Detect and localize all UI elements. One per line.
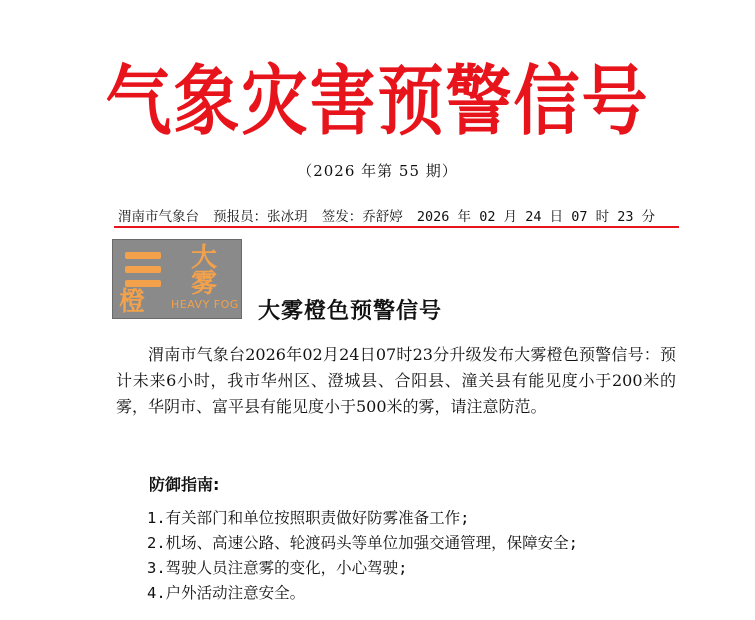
- list-item: 2.机场、高速公路、轮渡码头等单位加强交通管理，保障安全;: [147, 534, 578, 552]
- banner-title: 气象灾害预警信号: [105, 56, 650, 146]
- badge-bar: [125, 280, 161, 287]
- heavy-fog-orange-icon: [112, 239, 242, 319]
- badge-bar: [125, 252, 161, 259]
- meta-datetime: 2026 年 02 月 24 日 07 时 23 分: [416, 209, 656, 225]
- meta-forecaster: 预报员：张冰玥: [213, 209, 308, 225]
- meta-signer: 签发：乔舒婷: [321, 209, 403, 225]
- list-item: 1.有关部门和单位按照职责做好防雾准备工作;: [147, 509, 470, 527]
- issue-number: （2026 年第 55 期）: [297, 162, 458, 180]
- defense-title: 防御指南:: [149, 475, 220, 494]
- signal-title: 大雾橙色预警信号: [258, 299, 443, 324]
- badge-char-1: 大: [190, 243, 217, 273]
- badge-char-2: 雾: [190, 269, 217, 299]
- list-item: 3.驾驶人员注意雾的变化，小心驾驶;: [147, 559, 408, 577]
- body-paragraph: 渭南市气象台2026年02月24日07时23分升级发布大雾橙色预警信号：预计未来6小时，我市华州区、澄城县、合阳县、潼关县有能见度小于200米的雾，华阴市、富平县有能见度小于500米的雾，请注意防范。: [116, 345, 676, 416]
- meta-line: [118, 205, 698, 225]
- defense-list: [147, 506, 707, 606]
- badge-bar: [125, 266, 161, 273]
- red-divider: [114, 226, 679, 228]
- meta-org: 渭南市气象台: [118, 209, 199, 225]
- badge-color-char: 橙: [119, 287, 146, 317]
- list-item: 4.户外活动注意安全。: [147, 584, 306, 602]
- badge-english: HEAVY FOG: [171, 298, 239, 311]
